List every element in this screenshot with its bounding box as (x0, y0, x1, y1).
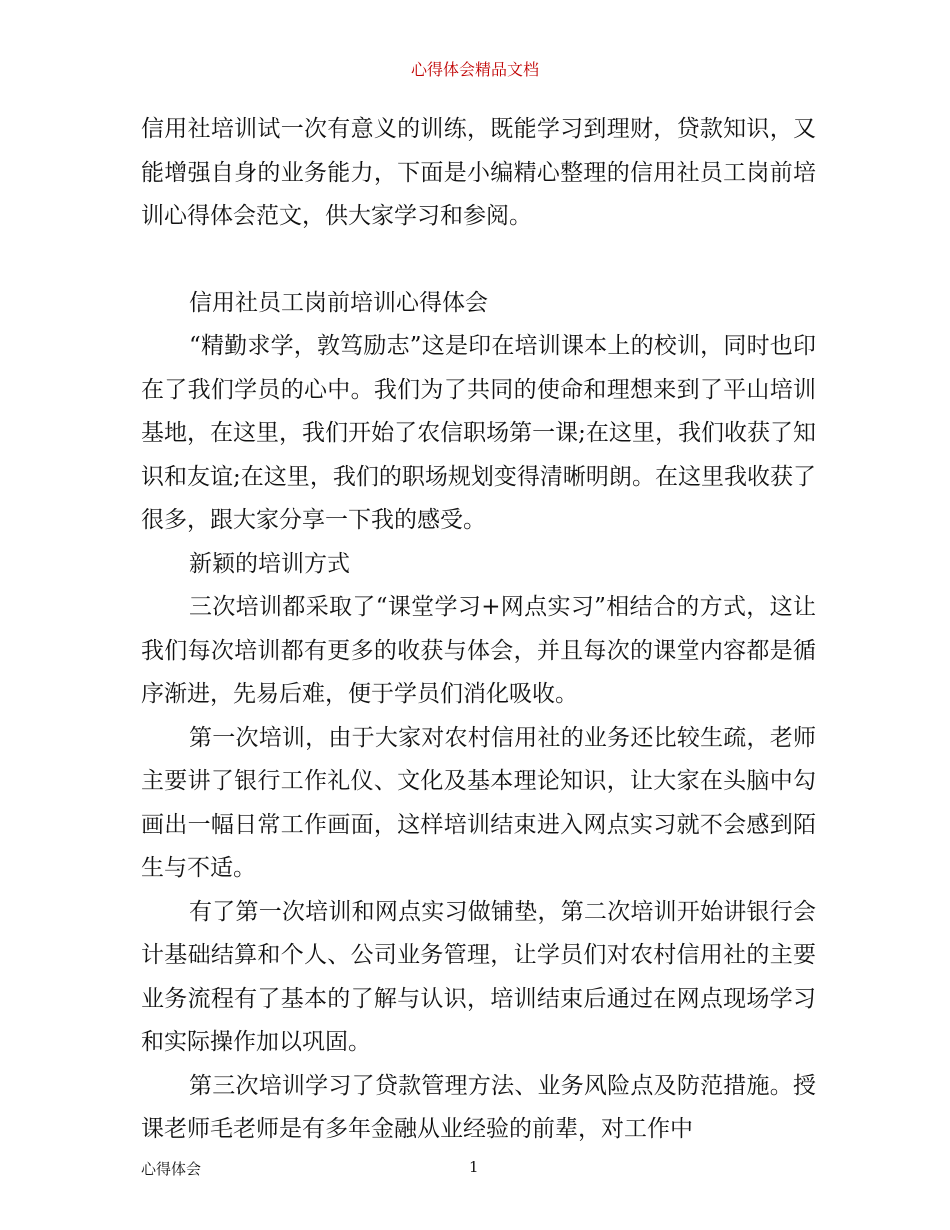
footer-label: 心得体会 (141, 1160, 202, 1178)
intro-paragraph: 信用社培训试一次有意义的训练，既能学习到理财，贷款知识，又能增强自身的业务能力，下面是小编精心整理的信用社员工岗前培训心得体会范文，供大家学习和参阅。 (141, 116, 816, 229)
paragraph-1: “精勤求学，敦笃励志”这是印在培训课本上的校训，同时也印在了我们学员的心中。我们为了共同的使命和理想来到了平山培训基地，在这里，我们开始了农信职场第一课;在这里，我们收获了知识和友谊;在这里，我们的职场规划变得清晰明朗。在这里我收获了很多，跟大家分享一下我的感受。 (141, 333, 816, 533)
paragraph-3: 第一次培训，由于大家对农村信用社的业务还比较生疏，老师主要讲了银行工作礼仪、文化及基本理论知识，让大家在头脑中勾画出一幅日常工作画面，这样培训结束进入网点实习就不会感到陌生与不适。 (141, 724, 816, 881)
paragraph-5: 第三次培训学习了贷款管理方法、业务风险点及防范措施。授课老师毛老师是有多年金融从业经验的前辈，对工作中 (141, 1072, 816, 1142)
article-heading: 信用社员工岗前培训心得体会 (189, 289, 488, 316)
page-header-title: 心得体会精品文档 (410, 60, 539, 79)
paragraph-4: 有了第一次培训和网点实习做铺垫，第二次培训开始讲银行会计基础结算和个人、公司业务管理，让学员们对农村信用社的主要业务流程有了基本的了解与认识，培训结束后通过在网点现场学习和实际操作加以巩固。 (141, 898, 816, 1055)
document-body (141, 108, 816, 1152)
page-number: 1 (469, 1158, 479, 1176)
paragraph-2: 三次培训都采取了“课堂学习+网点实习”相结合的方式，这让我们每次培训都有更多的收获与体会，并且每次的课堂内容都是循序渐进，先易后难，便于学员们消化吸收。 (141, 594, 816, 707)
section-subheading: 新颖的培训方式 (189, 550, 350, 577)
paragraph-gap (141, 239, 816, 282)
